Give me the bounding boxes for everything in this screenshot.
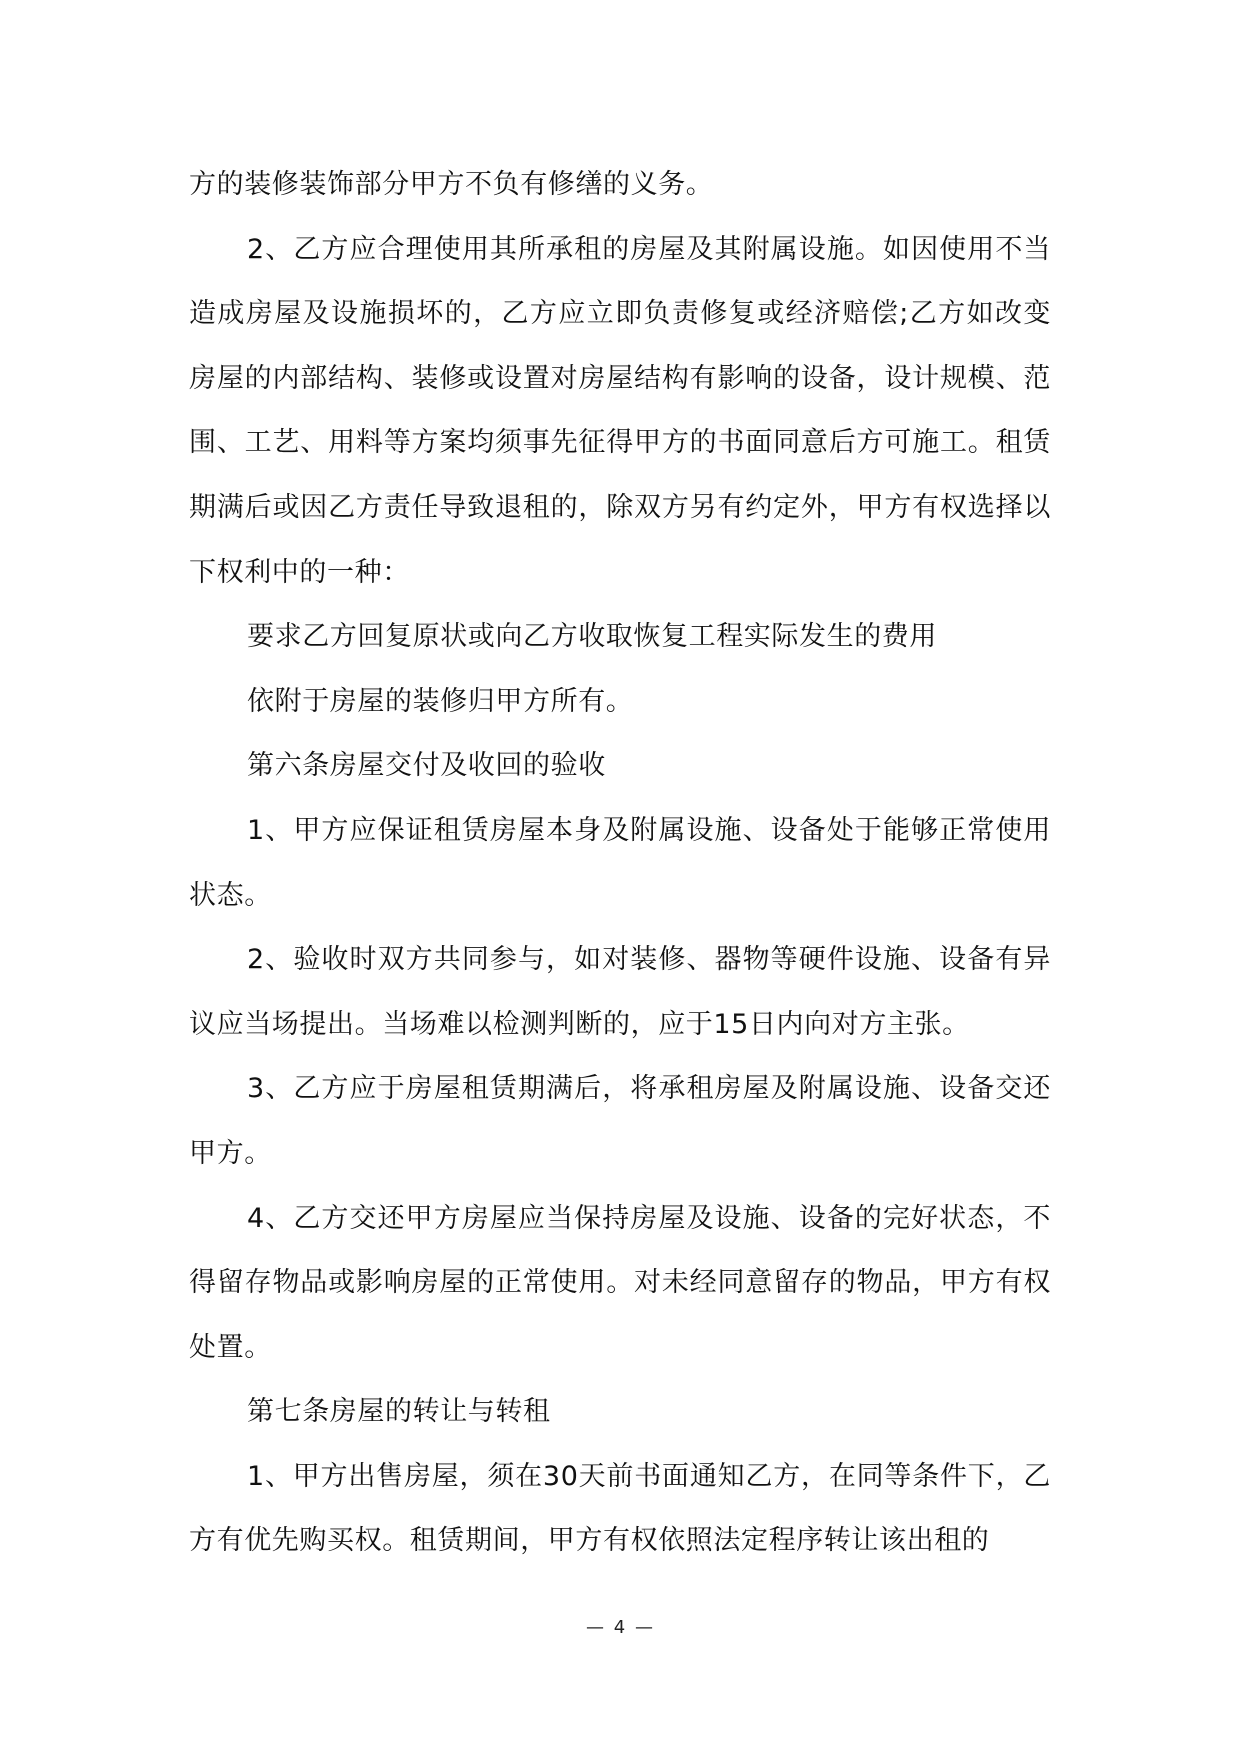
paragraph-option-renovation: 依附于房屋的装修归甲方所有。 <box>247 685 634 717</box>
paragraph-article-6-item-1: 1、甲方应保证租赁房屋本身及附属设施、设备处于能够正常使用状态。 <box>189 814 1051 911</box>
paragraph-article-7-item-1: 1、甲方出售房屋，须在30天前书面通知乙方，在同等条件下，乙方有优先购买权。租赁期间，甲方有权依照法定程序转让该出租的 <box>189 1460 1051 1557</box>
section-heading-article-7: 第七条房屋的转让与转租 <box>247 1396 551 1428</box>
paragraph-clause-2-tenant-use: 2、乙方应合理使用其所承租的房屋及其附属设施。如因使用不当造成房屋及设施损坏的，乙方应立即负责修复或经济赔偿;乙方如改变房屋的内部结构、装修或设置对房屋结构有影响的设备，设计规模、范围、工艺、用料等方案均须事先征得甲方的书面同意后方可施工。租赁期满后或因乙方责任导致退租的，除双方另有约定外，甲方有权选择以下权利中的一种： <box>189 233 1051 588</box>
paragraph-article-6-item-3: 3、乙方应于房屋租赁期满后，将承租房屋及附属设施、设备交还甲方。 <box>189 1073 1051 1169</box>
paragraph-continuation: 方的装修装饰部分甲方不负有修缮的义务。 <box>189 169 714 200</box>
page-number: — 4 — <box>586 1617 655 1638</box>
document-body <box>189 153 1051 1574</box>
paragraph-option-restore: 要求乙方回复原状或向乙方收取恢复工程实际发生的费用 <box>247 621 937 653</box>
section-heading-article-6: 第六条房屋交付及收回的验收 <box>247 750 606 782</box>
paragraph-article-6-item-4: 4、乙方交还甲方房屋应当保持房屋及设施、设备的完好状态，不得留存物品或影响房屋的正常使用。对未经同意留存的物品，甲方有权处置。 <box>189 1202 1051 1363</box>
paragraph-article-6-item-2: 2、验收时双方共同参与，如对装修、器物等硬件设施、设备有异议应当场提出。当场难以检测判断的，应于15日内向对方主张。 <box>189 944 1051 1040</box>
